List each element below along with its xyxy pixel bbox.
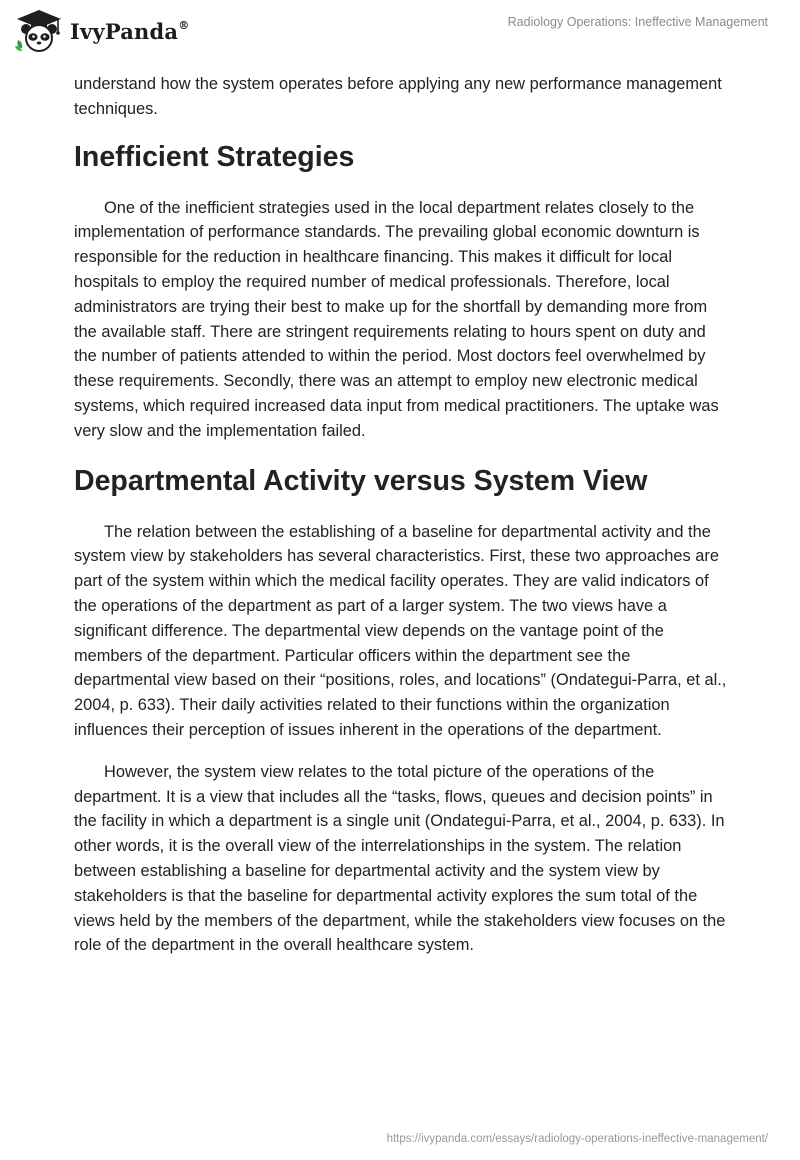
panda-graduate-icon <box>14 8 64 54</box>
paragraph: One of the inefficient strategies used in the local department relates closely to the implementation of performance standards. The prevailing global economic downturn is responsible for the reduction in healthcare financing. This makes it difficult for local hospitals to employ the required number of medical professionals. Therefore, local administrators are trying their best to make up for the shortfall by demanding more from the available staff. There are stringent requirements relating to hours spent on duty and the number of patients attended to within the period. Most doctors feel overwhelmed by these requirements. Secondly, there was an attempt to employ new electronic medical systems, which required increased data input from medical practitioners. The uptake was very slow and the implementation failed. <box>74 198 719 440</box>
section-heading-inefficient-strategies: Inefficient Strategies <box>74 140 355 173</box>
article-body <box>74 72 728 958</box>
section-heading-departmental-activity: Departmental Activity versus System View <box>74 464 648 497</box>
running-title: Radiology Operations: Ineffective Management <box>507 15 768 29</box>
paragraph: The relation between the establishing of a baseline for departmental activity and the system view by stakeholders has several characteristics. First, these two approaches are part of the system within which the medical facility operates. They are valid indicators of the operations of the department as part of a larger system. The two views have a significant difference. The departmental view depends on the vantage point of the members of the department. Particular officers within the department see the departmental view based on their “positions, roles, and locations” (Ondategui-Parra, et al., 2004, p. 633). Their daily activities related to their functions within the organization influences their perception of issues inherent in the operations of the department. <box>74 522 727 739</box>
paragraph: However, the system view relates to the total picture of the operations of the department. It is a view that includes all the “tasks, flows, queues and decision points” in the facility in which a department is a single unit (Ondategui-Parra, et al., 2004, p. 633). In other words, it is the overall view of the interrelationships in the system. The relation between establishing a baseline for departmental activity and the system view by stakeholders is that the baseline for departmental activity explores the sum total of the views held by the members of the department, while the stakeholders view focuses on the role of the department in the overall healthcare system. <box>74 762 726 955</box>
page-header <box>0 0 800 60</box>
site-logo[interactable] <box>14 8 189 54</box>
intro-continuation-paragraph: understand how the system operates before applying any new performance management techniques. <box>74 75 722 118</box>
logo-wordmark: IvyPanda® <box>70 18 190 44</box>
source-url[interactable]: https://ivypanda.com/essays/radiology-operations-ineffective-management/ <box>386 1133 768 1145</box>
